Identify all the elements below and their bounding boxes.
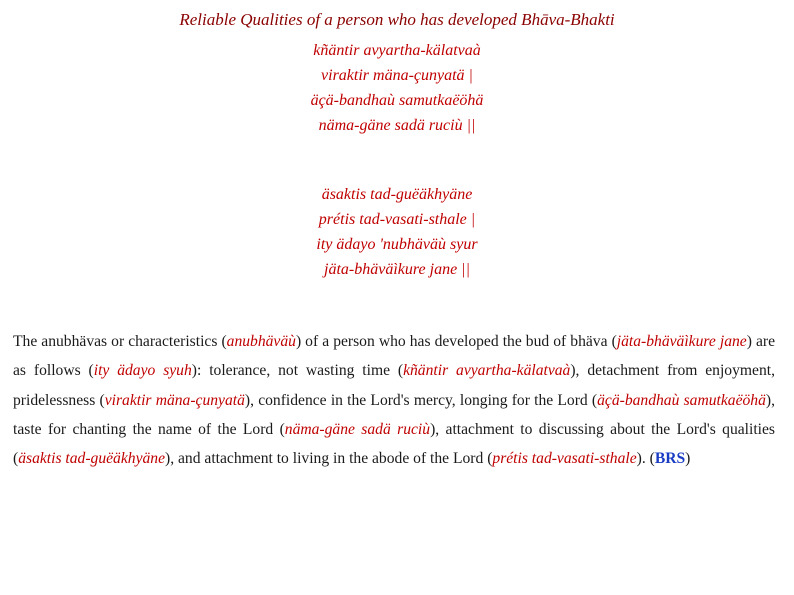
verse-line: prétis tad-vasati-sthale | — [318, 211, 476, 228]
sanskrit-term: näma-gäne sadä ruciù — [284, 420, 431, 438]
translation-paragraph — [13, 327, 775, 473]
sanskrit-term: kñäntir avyartha-kälatvaà — [403, 362, 571, 380]
paragraph-text: ), confidence in the Lord's mercy, longing for the Lord ( — [244, 391, 598, 409]
verse-line: äçä-bandhaù samutkaëöhä — [310, 92, 484, 109]
verse-block-2 — [0, 182, 794, 282]
paragraph-text: ): tolerance, not wasting time ( — [191, 362, 404, 380]
verse-line: ity ädayo 'nubhäväù syur — [316, 236, 478, 253]
sanskrit-term: äçä-bandhaù samutkaëöhä — [597, 391, 766, 409]
paragraph-text: ), detachment from enjoyment, pridelessness ( — [13, 362, 775, 409]
sanskrit-term: prétis tad-vasati-sthale — [492, 450, 637, 468]
verse-line: jäta-bhäväìkure jane || — [324, 261, 470, 278]
paragraph-text: ). ( — [636, 450, 655, 468]
reference-link: BRS — [654, 450, 686, 468]
verse-block-1 — [0, 38, 794, 138]
paragraph-text: ) are as follows ( — [13, 333, 775, 380]
paragraph-text: The anubhävas or characteristics ( — [13, 333, 227, 350]
paragraph-text: ) of a person who has developed the bud of bhäva ( — [295, 333, 617, 350]
paragraph-text: ), and attachment to living in the abode of the Lord ( — [165, 450, 493, 468]
sanskrit-term: viraktir mäna-çunyatä — [104, 391, 245, 409]
slide-title: Reliable Qualities of a person who has developed Bhāva-Bhakti — [179, 10, 615, 29]
verse-line: viraktir mäna-çunyatä | — [321, 67, 473, 84]
verse-line: äsaktis tad-guëäkhyäne — [321, 186, 473, 203]
sanskrit-term: anubhäväù — [226, 333, 296, 350]
paragraph-text: ), attachment to discussing about the Lord's qualities ( — [13, 420, 775, 468]
paragraph-text: ), taste for chanting the name of the Lord ( — [13, 391, 775, 438]
verse-line: kñäntir avyartha-kälatvaà — [313, 42, 481, 59]
verse-line: näma-gäne sadä ruciù || — [318, 117, 476, 134]
sanskrit-term: ity ädayo syuh — [93, 362, 192, 380]
paragraph-text: ) — [685, 450, 691, 468]
sanskrit-term: äsaktis tad-guëäkhyäne — [18, 450, 166, 468]
sanskrit-term: jäta-bhäväìkure jane — [616, 333, 747, 350]
